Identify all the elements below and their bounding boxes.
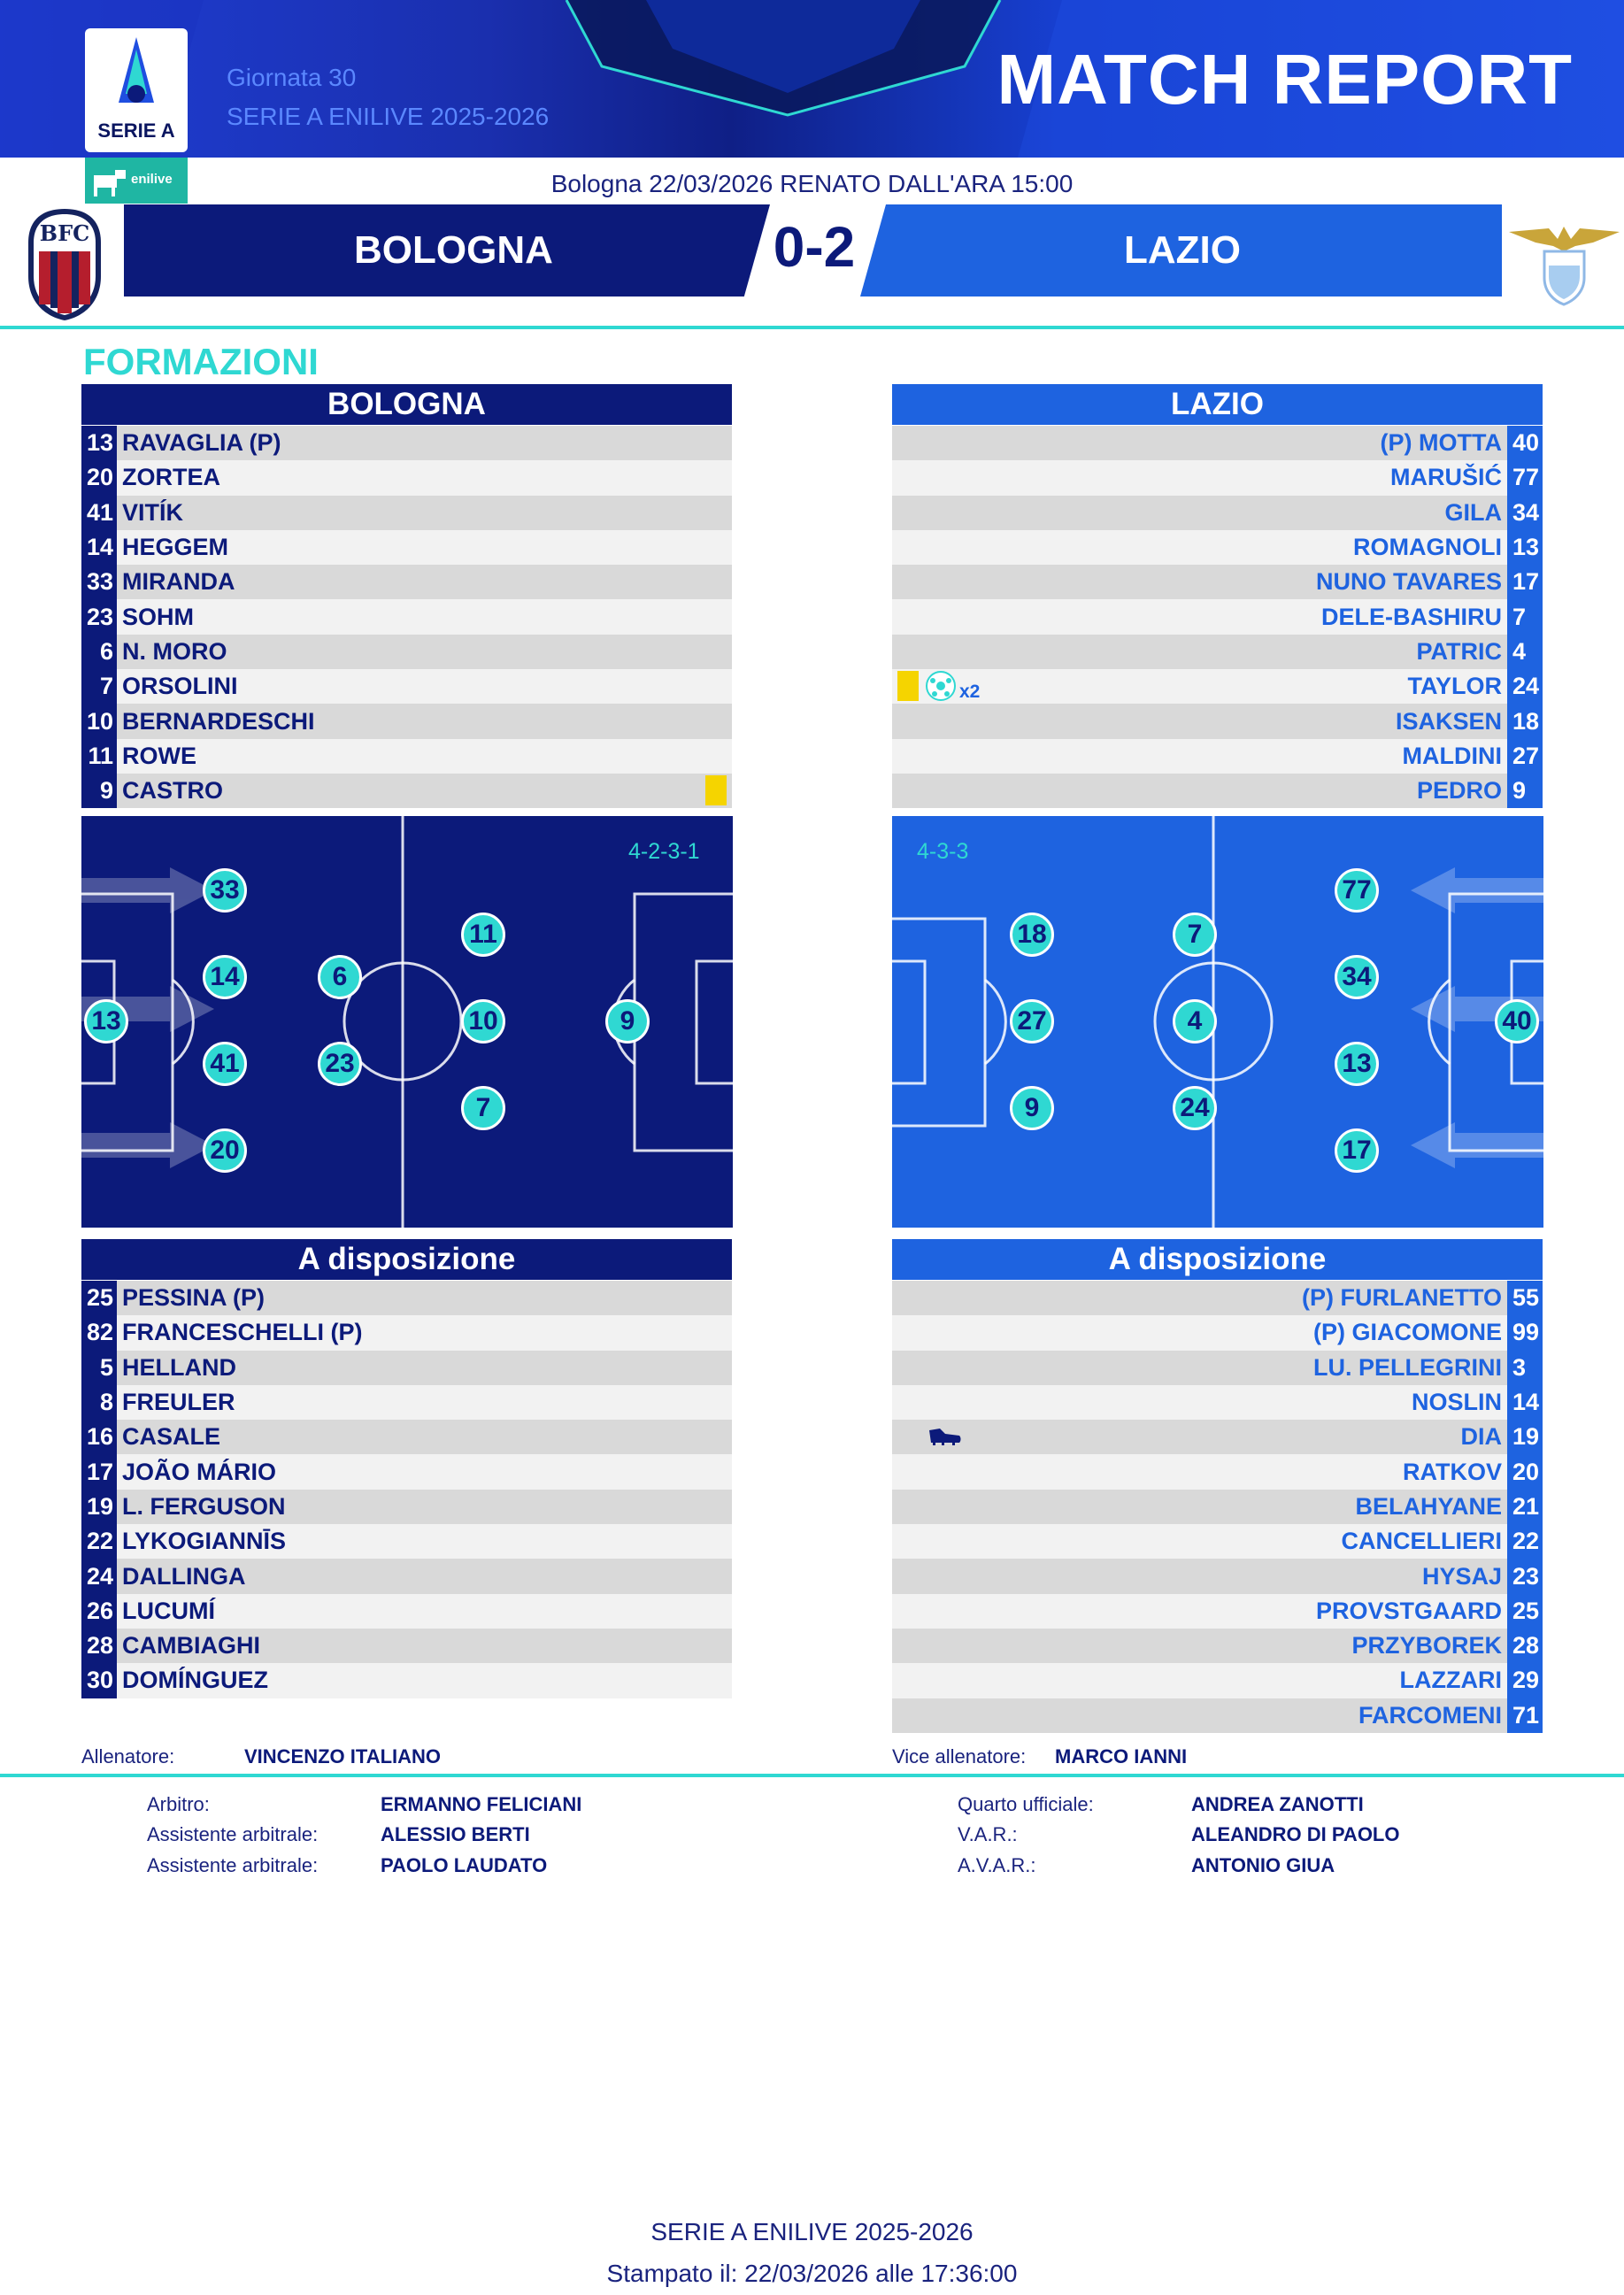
home-player-name: CASTRO [117,774,732,808]
away-bench-name: RATKOV [892,1454,1507,1489]
pitch-player-marker: 4 [1173,999,1217,1044]
away-bench-header: A disposizione [892,1239,1543,1280]
home-player-row [81,635,732,669]
away-player-row [892,530,1543,565]
home-player-number: 13 [81,426,117,460]
away-bench-row [892,1490,1543,1524]
away-player-number: 77 [1507,460,1543,495]
official-role: Assistente arbitrale: [147,1854,319,1876]
home-bench-row [81,1454,732,1489]
home-bench-name: CASALE [117,1420,732,1454]
home-player-name: RAVAGLIA (P) [117,426,732,460]
home-player-number: 10 [81,704,117,738]
away-bench-row [892,1594,1543,1629]
home-bench-name: DALLINGA [117,1559,732,1593]
home-bench-row [81,1385,732,1420]
away-pitch-lines [892,816,1543,1228]
away-bench-number: 21 [1507,1490,1543,1524]
official-name: PAOLO LAUDATO [381,1854,548,1876]
yellow-card-icon [705,775,727,805]
home-player-row [81,774,732,808]
home-bench-number: 25 [81,1281,117,1315]
official-role: V.A.R.: [958,1823,1018,1845]
pitch-player-marker: 13 [1335,1042,1379,1086]
away-pitch [892,816,1543,1228]
home-player-number: 6 [81,635,117,669]
away-player-row [892,704,1543,738]
away-lineup-list [892,426,1543,808]
divider-top [0,326,1624,329]
away-player-number: 13 [1507,530,1543,565]
away-lineup-header: LAZIO [892,384,1543,425]
pitch-player-marker: 17 [1335,1128,1379,1173]
home-bench-number: 24 [81,1559,117,1593]
pitch-player-marker: 6 [318,955,362,999]
home-bench-number: 28 [81,1629,117,1663]
home-player-number: 7 [81,669,117,704]
official-role: Quarto ufficiale: [958,1793,1094,1815]
official-role: Arbitro: [147,1793,210,1815]
away-bench-number: 20 [1507,1454,1543,1489]
ball-icon [926,671,956,701]
lazio-crest [1505,219,1624,312]
footer-season: SERIE A ENILIVE 2025-2026 [650,2218,974,2245]
away-bench-name: LAZZARI [892,1663,1507,1698]
away-player-name: TAYLOR [892,669,1507,704]
away-player-name: MALDINI [892,739,1507,774]
pitch-player-marker: 11 [461,913,505,957]
pitch-player-marker: 9 [1010,1086,1054,1130]
pitch-player-marker: 13 [84,999,128,1044]
home-bench-number: 5 [81,1351,117,1385]
away-player-name: (P) MOTTA [892,426,1507,460]
away-player-name: DELE-BASHIRU [892,599,1507,634]
away-player-row [892,669,1543,704]
away-bench-row [892,1629,1543,1663]
away-bench-row [892,1420,1543,1454]
pitch-player-marker: 9 [605,999,650,1044]
lazio-crest-icon [1505,219,1624,308]
away-bench-row [892,1351,1543,1385]
home-player-number: 41 [81,496,117,530]
away-bench-row [892,1698,1543,1733]
home-player-row [81,669,732,704]
home-player-name: ORSOLINI [117,669,732,704]
official-name: ANTONIO GIUA [1191,1854,1335,1876]
pitch-player-marker: 23 [318,1042,362,1086]
home-lineup-list [81,426,732,808]
home-pitch [81,816,733,1228]
away-player-number: 18 [1507,704,1543,738]
away-bench-number: 19 [1507,1420,1543,1454]
home-player-name: BERNARDESCHI [117,704,732,738]
home-bench-number: 8 [81,1385,117,1420]
away-bench-name: CANCELLIERI [892,1524,1507,1559]
away-player-name: MARUŠIĆ [892,460,1507,495]
away-coach-name: MARCO IANNI [1055,1745,1188,1767]
official-role: A.V.A.R.: [958,1854,1036,1876]
home-player-name: N. MORO [117,635,732,669]
home-player-name: VITÍK [117,496,732,530]
enilive-logo-text: enilive [131,172,173,187]
pitch-player-marker: 77 [1335,868,1379,913]
away-player-number: 9 [1507,774,1543,808]
away-player-row [892,565,1543,599]
home-player-number: 14 [81,530,117,565]
home-bench-number: 82 [81,1315,117,1350]
away-player-number: 7 [1507,599,1543,634]
home-player-row [81,460,732,495]
official-name: ERMANNO FELICIANI [381,1793,582,1815]
away-team-name: LAZIO [1124,228,1241,272]
home-bench-row [81,1524,732,1559]
serie-a-logo-icon [85,32,188,120]
home-player-row [81,530,732,565]
home-player-row [81,565,732,599]
away-bench-name: (P) GIACOMONE [892,1315,1507,1350]
home-bench-header: A disposizione [81,1239,732,1280]
home-team-name: BOLOGNA [354,228,553,272]
away-bench-row [892,1385,1543,1420]
home-bench-name: PESSINA (P) [117,1281,732,1315]
pitch-player-marker: 14 [203,955,247,999]
home-player-row [81,599,732,634]
footer-printed: Stampato il: 22/03/2026 alle 17:36:00 [606,2260,1018,2287]
away-player-name: NUNO TAVARES [892,565,1507,599]
goals-count: x2 [959,682,981,703]
away-bench-name: HYSAJ [892,1559,1507,1593]
home-player-number: 9 [81,774,117,808]
home-formation: 4-2-3-1 [628,839,700,864]
home-bench-name: LUCUMÍ [117,1594,732,1629]
home-bench-list [81,1281,732,1698]
home-bench-number: 22 [81,1524,117,1559]
pitch-player-marker: 33 [203,868,247,913]
pitch-player-marker: 41 [203,1042,247,1086]
away-bench-name: FARCOMENI [892,1698,1507,1733]
pitch-player-marker: 7 [1173,913,1217,957]
bologna-crest-icon [27,207,103,322]
home-player-name: ROWE [117,739,732,774]
divider-bottom [0,1774,1624,1777]
away-bench-name: LU. PELLEGRINI [892,1351,1507,1385]
home-bench-row [81,1420,732,1454]
away-bench-number: 71 [1507,1698,1543,1733]
home-player-row [81,426,732,460]
away-bench-name: PRZYBOREK [892,1629,1507,1663]
away-player-number: 24 [1507,669,1543,704]
pitch-player-marker: 27 [1010,999,1054,1044]
away-bench-name: NOSLIN [892,1385,1507,1420]
away-bench-row [892,1454,1543,1489]
away-player-name: GILA [892,496,1507,530]
home-bench-number: 16 [81,1420,117,1454]
home-bench-row [81,1315,732,1350]
away-bench-number: 14 [1507,1385,1543,1420]
away-bench-number: 22 [1507,1524,1543,1559]
away-bench-number: 55 [1507,1281,1543,1315]
away-bench-number: 28 [1507,1629,1543,1663]
away-bench-number: 25 [1507,1594,1543,1629]
away-player-row [892,774,1543,808]
round-label: Giornata 30 [227,64,357,91]
home-bench-row [81,1594,732,1629]
away-bench-name: PROVSTGAARD [892,1594,1507,1629]
away-bench-number: 29 [1507,1663,1543,1698]
pitch-player-marker: 24 [1173,1086,1217,1130]
home-bench-row [81,1490,732,1524]
official-name: ANDREA ZANOTTI [1191,1793,1364,1815]
home-bench-row [81,1629,732,1663]
home-player-number: 23 [81,599,117,634]
away-bench-row [892,1663,1543,1698]
pitch-player-marker: 40 [1495,999,1539,1044]
away-player-row [892,460,1543,495]
away-player-name: PATRIC [892,635,1507,669]
serie-a-logo [85,28,188,152]
pitch-player-marker: 20 [203,1128,247,1173]
home-bench-name: HELLAND [117,1351,732,1385]
home-player-name: ZORTEA [117,460,732,495]
home-bench-row [81,1281,732,1315]
away-player-name: ROMAGNOLI [892,530,1507,565]
away-player-number: 4 [1507,635,1543,669]
away-bench-row [892,1281,1543,1315]
away-player-row [892,635,1543,669]
home-bench-name: LYKOGIANNĪS [117,1524,732,1559]
pitch-player-marker: 18 [1010,913,1054,957]
home-bench-number: 17 [81,1454,117,1489]
home-bench-row [81,1351,732,1385]
away-bench-name: DIA [892,1420,1507,1454]
away-bench-list [892,1281,1543,1733]
home-bench-name: FRANCESCHELLI (P) [117,1315,732,1350]
away-coach-label: Vice allenatore: [892,1745,1027,1767]
home-bench-name: DOMÍNGUEZ [117,1663,732,1698]
away-player-name: PEDRO [892,774,1507,808]
home-player-name: HEGGEM [117,530,732,565]
home-bench-name: CAMBIAGHI [117,1629,732,1663]
official-name: ALESSIO BERTI [381,1823,530,1845]
home-player-row [81,704,732,738]
home-bench-row [81,1663,732,1698]
yellow-card-icon [897,671,919,701]
home-bench-number: 19 [81,1490,117,1524]
home-player-number: 20 [81,460,117,495]
home-player-number: 11 [81,739,117,774]
serie-a-logo-text: SERIE A [97,119,175,142]
official-role: Assistente arbitrale: [147,1823,319,1845]
season-label: SERIE A ENILIVE 2025-2026 [227,103,550,130]
away-player-number: 34 [1507,496,1543,530]
home-lineup-header: BOLOGNA [81,384,732,425]
home-bench-name: JOÃO MÁRIO [117,1454,732,1489]
home-player-row [81,739,732,774]
svg-text:BFC: BFC [39,220,90,246]
home-bench-row [81,1559,732,1593]
official-name: ALEANDRO DI PAOLO [1191,1823,1400,1845]
home-coach-label: Allenatore: [81,1745,175,1767]
away-bench-name: (P) FURLANETTO [892,1281,1507,1315]
away-bench-row [892,1524,1543,1559]
away-player-row [892,739,1543,774]
section-title: FORMAZIONI [83,341,319,382]
home-bench-name: L. FERGUSON [117,1490,732,1524]
boot-icon [927,1425,963,1451]
pitch-player-marker: 10 [461,999,505,1044]
home-coach-name: VINCENZO ITALIANO [244,1745,442,1767]
away-bench-row [892,1315,1543,1350]
away-player-row [892,496,1543,530]
bologna-crest [27,207,103,327]
away-formation: 4-3-3 [917,839,969,864]
away-player-number: 27 [1507,739,1543,774]
away-player-number: 40 [1507,426,1543,460]
away-player-number: 17 [1507,565,1543,599]
away-bench-number: 99 [1507,1315,1543,1350]
away-player-row [892,599,1543,634]
pitch-player-marker: 7 [461,1086,505,1130]
home-player-number: 33 [81,565,117,599]
home-player-name: SOHM [117,599,732,634]
home-bench-number: 30 [81,1663,117,1698]
away-bench-number: 23 [1507,1559,1543,1593]
pitch-player-marker: 34 [1335,955,1379,999]
home-bench-number: 26 [81,1594,117,1629]
match-info: Bologna 22/03/2026 RENATO DALL'ARA 15:00 [550,170,1074,197]
page-title: MATCH REPORT [997,40,1573,119]
match-score: 0-2 [773,215,856,279]
away-player-row [892,426,1543,460]
away-bench-name: BELAHYANE [892,1490,1507,1524]
away-bench-number: 3 [1507,1351,1543,1385]
away-bench-row [892,1559,1543,1593]
header-banner [0,0,1624,158]
away-player-name: ISAKSEN [892,704,1507,738]
home-player-row [81,496,732,530]
home-bench-name: FREULER [117,1385,732,1420]
home-player-name: MIRANDA [117,565,732,599]
